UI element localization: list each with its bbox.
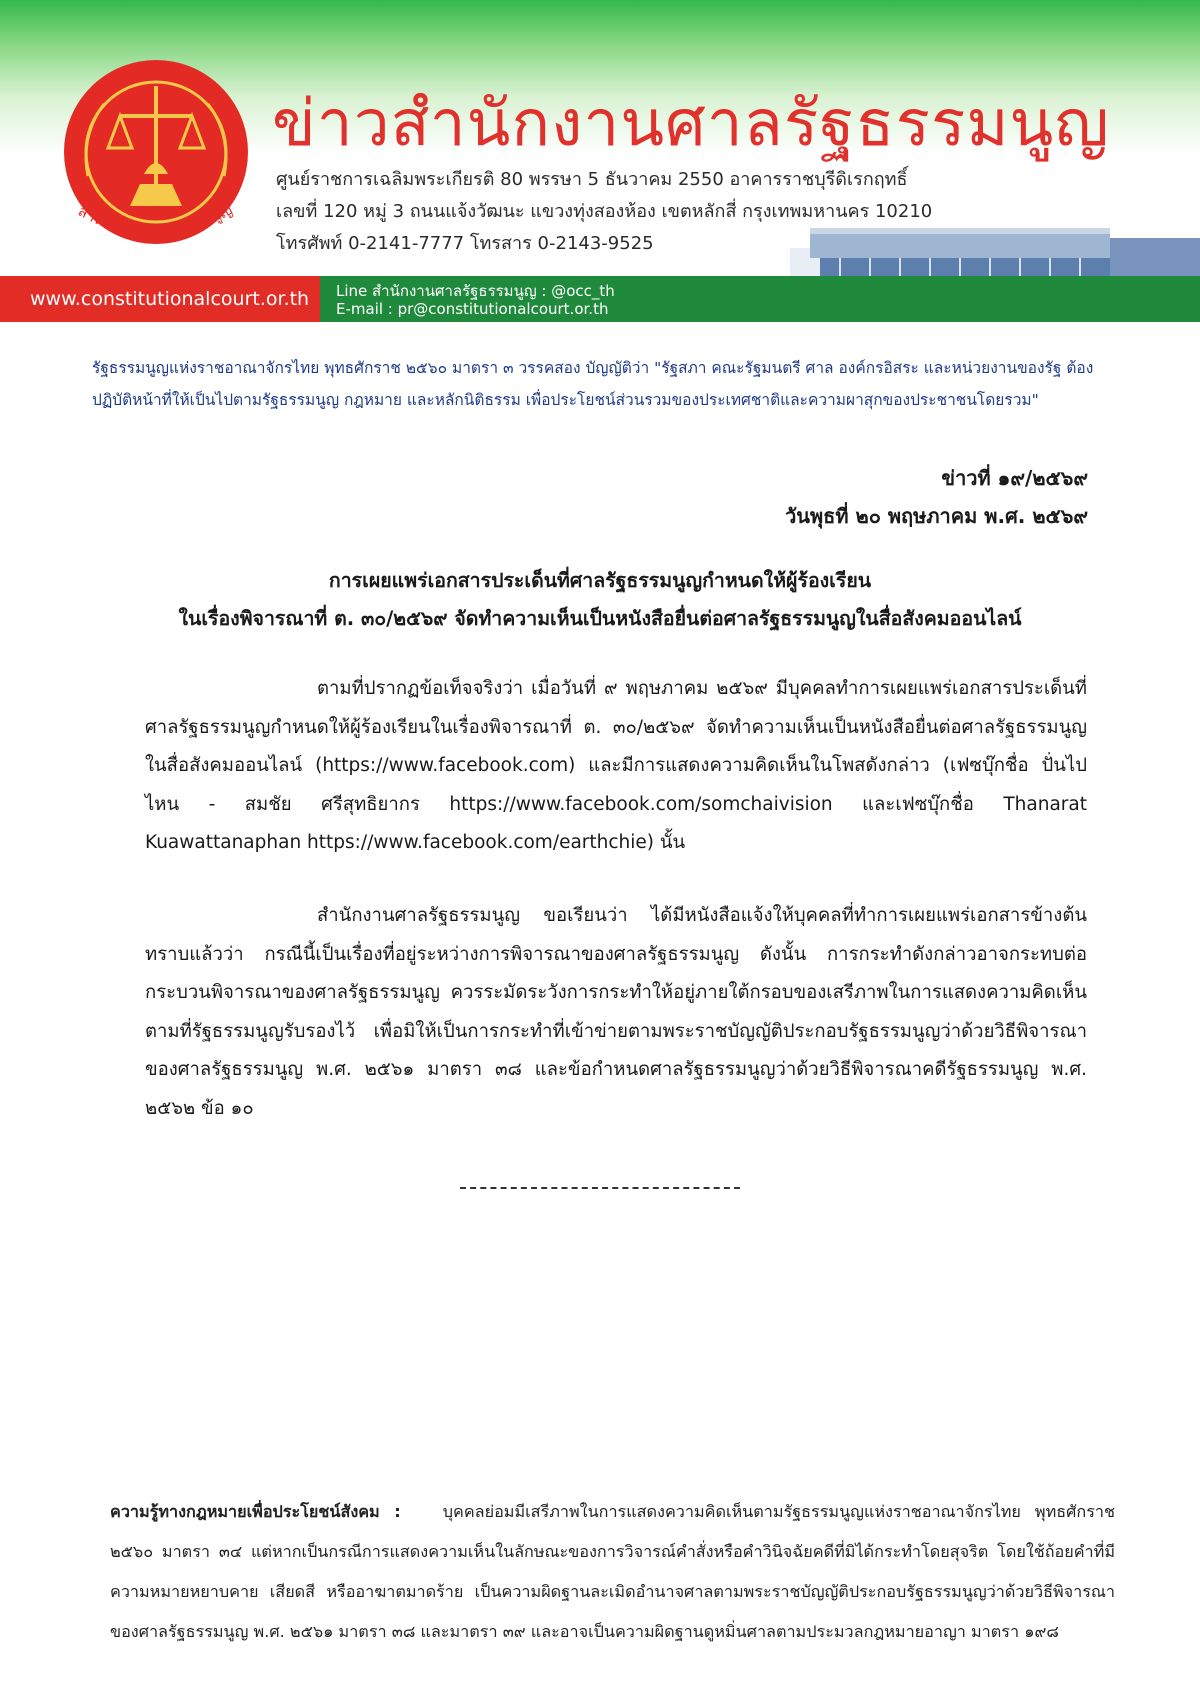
line-contact: Line สำนักงานศาลรัฐธรรมนูญ : @occ_th <box>336 282 615 300</box>
news-date: วันพุธที่ ๒๐ พฤษภาคม พ.ศ. ๒๕๖๙ <box>785 504 1088 528</box>
letterhead <box>0 0 1200 322</box>
website-band <box>0 276 320 322</box>
email-contact[interactable]: E-mail : pr@constitutionalcourt.or.th <box>336 300 609 318</box>
body-paragraph-2-text: สำนักงานศาลรัฐธรรมนูญ ขอเรียนว่า ได้มีหนังสือแจ้งให้บุคคลที่ทำการเผยแพร่เอกสารข้างต้นทราบแล้วว่า กรณีนี้เป็นเรื่องที่อยู่ระหว่างการพิจารณาของศาลรัฐธรรมนูญ ดังนั้น การกระทำดังกล่าวอาจกระทบต่อกระบวนพิจารณาของศาลรัฐธรรมนูญ ควรระมัดระวังการกระทำให้อยู่ภายใต้กรอบของเสรีภาพในการแสดงความคิดเห็นตามที่รัฐธรรมนูญรับรองไว้ เพื่อมิให้เป็นการกระทำที่เข้าข่ายตามพระราชบัญญัติประกอบรัฐธรรมนูญว่าด้วยวิธีพิจารณาของศาลรัฐธรรมนูญ พ.ศ. ๒๕๖๑ มาตรา ๓๘ และข้อกำหนดศาลรัฐธรรมนูญว่าด้วยวิธีพิจารณาคดีรัฐธรรมนูญ พ.ศ. ๒๕๖๒ ข้อ ๑๐ <box>145 905 1087 1119</box>
svg-text:สำนักงานศาลรัฐธรรมนูญ: สำนักงานศาลรัฐธรรมนูญ <box>75 200 236 241</box>
contact-band <box>320 276 1200 322</box>
headline-line-2: ในเรื่องพิจารณาที่ ต. ๓๐/๒๕๖๙ จัดทำความเห็นเป็นหนังสือยื่นต่อศาลรัฐธรรมนูญในสื่อสังคมออนไลน์ <box>178 607 1022 630</box>
address-line-2: เลขที่ 120 หมู่ 3 ถนนแจ้งวัฒนะ แขวงทุ่งสองห้อง เขตหลักสี่ กรุงเทพมหานคร 10210 <box>276 201 933 222</box>
address-line-1: ศูนย์ราชการเฉลิมพระเกียรติ 80 พรรษา 5 ธันวาคม 2550 อาคารราชบุรีดิเรกฤทธิ์ <box>276 169 908 190</box>
body-paragraph-1-text: ตามที่ปรากฏข้อเท็จจริงว่า เมื่อวันที่ ๙ พฤษภาคม ๒๕๖๙ มีบุคคลทำการเผยแพร่เอกสารประเด็นที่ศาลรัฐธรรมนูญกำหนดให้ผู้ร้องเรียนในเรื่องพิจารณาที่ ต. ๓๐/๒๕๖๙ จัดทำความเห็นเป็นหนังสือยื่นต่อศาลรัฐธรรมนูญในสื่อสังคมออนไลน์ (https://www.facebook.com) และมีการแสดงความคิดเห็นในโพสดังกล่าว (เฟซบุ๊กชื่อ ปั่นไปไหน - สมชัย ศรีสุทธิยากร https://www.facebook.com/somchaivision และเฟซบุ๊กชื่อ Thanarat Kuawattanaphan https://www.facebook.com/earthchie) นั้น <box>145 678 1087 853</box>
headline-line-1: การเผยแพร่เอกสารประเด็นที่ศาลรัฐธรรมนูญกำหนดให้ผู้ร้องเรียน <box>328 569 872 592</box>
footer-label: ความรู้ทางกฎหมายเพื่อประโยชน์สังคม : <box>110 1502 401 1521</box>
news-number: ข่าวที่ ๑๙/๒๕๖๙ <box>941 466 1088 490</box>
footer-text: บุคคลย่อมมีเสรีภาพในการแสดงความคิดเห็นตามรัฐธรรมนูญแห่งราชอาณาจักรไทย พุทธศักราช ๒๕๖๐ มาตรา ๓๔ แต่หากเป็นกรณีการแสดงความเห็นในลักษณะของการวิจารณ์คำสั่งหรือคำวินิจฉัยคดีที่มิได้กระทำโดยสุจริต โดยใช้ถ้อยคำที่มีความหมายหยาบคาย เสียดสี หรืออาฆาตมาดร้าย เป็นความผิดฐานละเมิดอำนาจศาลตามพระราชบัญญัติประกอบรัฐธรรมนูญว่าด้วยวิธีพิจารณาของศาลรัฐธรรมนูญ พ.ศ. ๒๕๖๑ มาตรา ๓๘ และมาตรา ๓๙ และอาจเป็นความผิดฐานดูหมิ่นศาลตามประมวลกฎหมายอาญา มาตรา ๑๙๘ <box>110 1502 1115 1641</box>
constitution-quote: รัฐธรรมนูญแห่งราชอาณาจักรไทย พุทธศักราช ๒๕๖๐ มาตรา ๓ วรรคสอง บัญญัติว่า "รัฐสภา คณะรัฐมนตรี ศาล องค์กรอิสระ และหน่วยงานของรัฐ ต้องปฏิบัติหน้าที่ให้เป็นไปตามรัฐธรรมนูญ กฎหมาย และหลักนิติธรรม เพื่อประโยชน์ส่วนรวมของประเทศชาติและความผาสุกของประชาชนโดยรวม" <box>92 359 1094 409</box>
body-paragraph-2 <box>145 897 1087 1128</box>
end-divider <box>460 1187 740 1189</box>
seal-caption <box>54 186 254 266</box>
body-paragraph-1 <box>145 670 1087 863</box>
page-title: ข่าวสำนักงานศาลรัฐธรรมนูญ <box>272 87 1110 161</box>
contact-phone-fax: โทรศัพท์ 0-2141-7777 โทรสาร 0-2143-9525 <box>276 233 654 254</box>
legal-knowledge-footer <box>110 1492 1115 1652</box>
website-link[interactable]: www.constitutionalcourt.or.th <box>30 288 310 310</box>
